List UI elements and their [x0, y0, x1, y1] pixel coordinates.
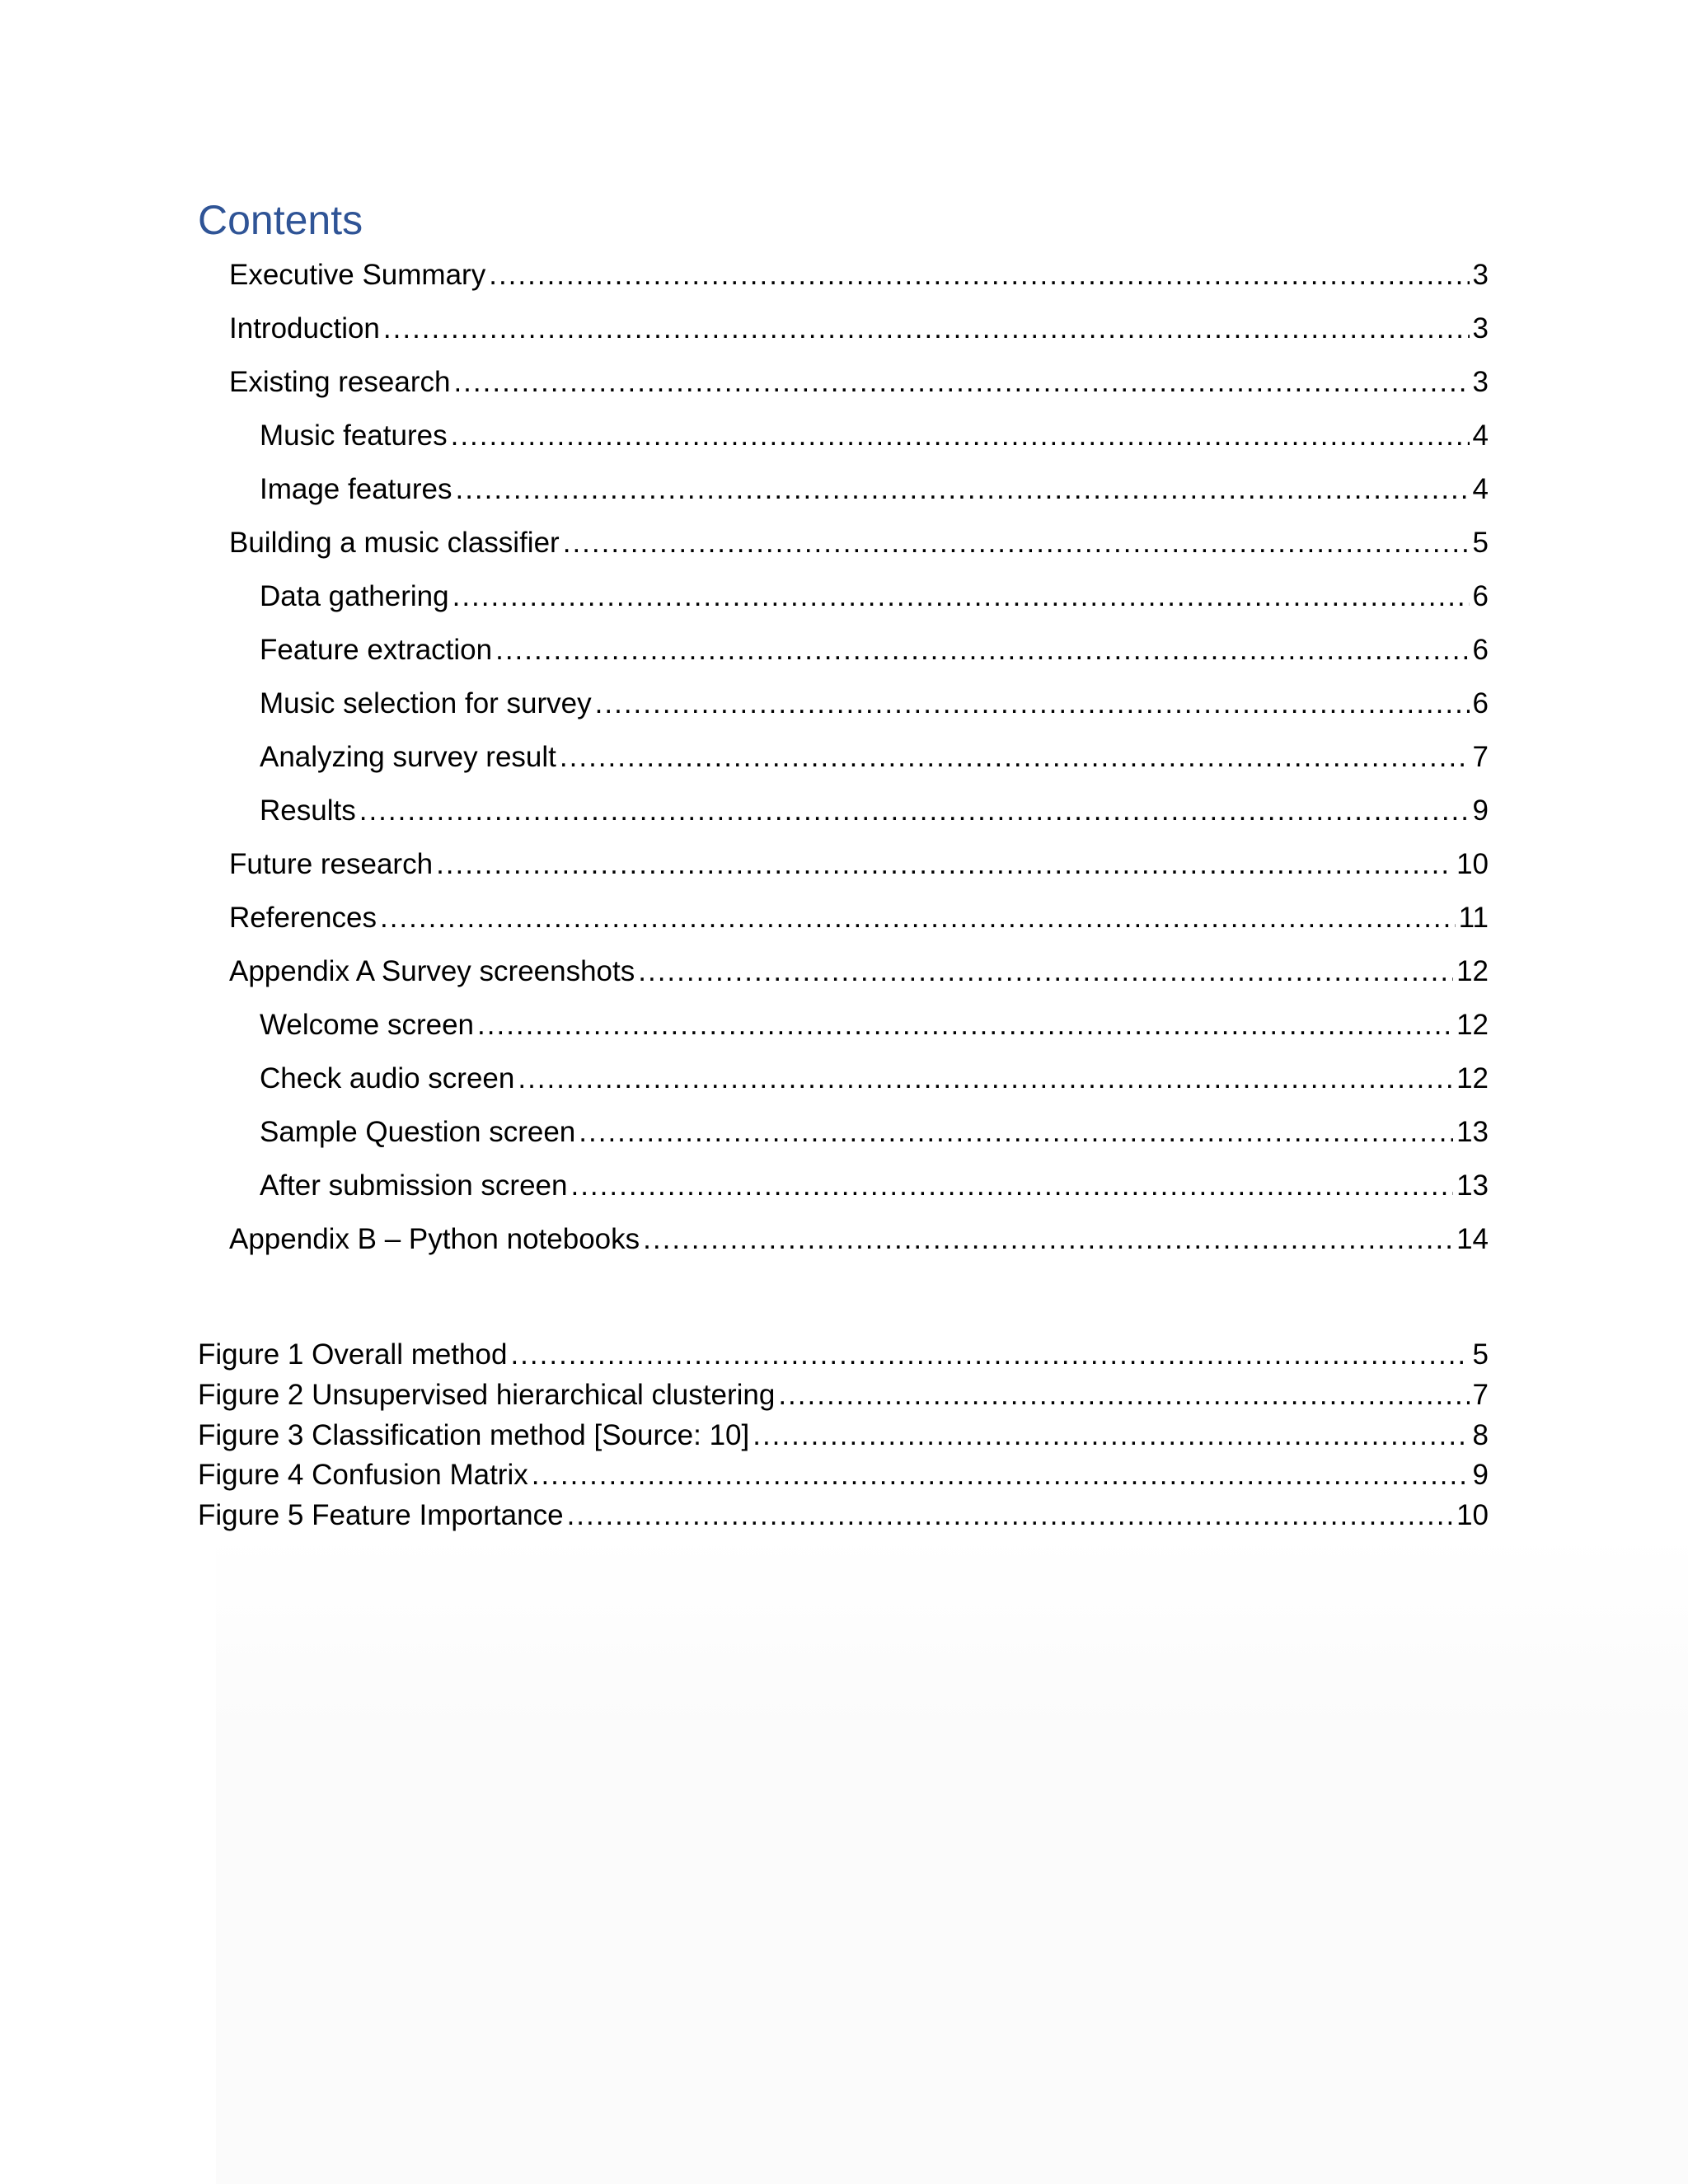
toc-entry-page: 7 — [1472, 741, 1489, 773]
toc-leader-dots — [638, 952, 1453, 991]
toc-entry-page: 13 — [1456, 1169, 1489, 1202]
toc-leader-dots — [477, 1005, 1453, 1045]
toc-leader-dots — [383, 309, 1470, 349]
toc-leader-dots — [753, 1416, 1469, 1455]
toc-entry-page: 3 — [1472, 366, 1489, 398]
toc-entry-page: 3 — [1472, 312, 1489, 344]
toc-entry-title: Results — [260, 794, 356, 827]
toc-entry-title: Music selection for survey — [260, 687, 592, 719]
figure-entry-page: 8 — [1472, 1419, 1489, 1451]
toc-leader-dots — [567, 1496, 1454, 1535]
toc-leader-dots — [579, 1113, 1453, 1152]
toc-entry-title: Image features — [260, 473, 452, 505]
toc-entry-title: References — [229, 902, 377, 934]
toc-entry-page: 11 — [1458, 902, 1489, 934]
toc-entry-check-audio-screen[interactable] — [260, 1059, 1489, 1099]
toc-entry-welcome-screen[interactable] — [260, 1005, 1489, 1045]
toc-leader-dots — [452, 577, 1470, 616]
figure-entry-page: 10 — [1456, 1499, 1489, 1531]
figure-entry-title: Figure 2 Unsupervised hierarchical clustering — [198, 1379, 776, 1411]
toc-leader-dots — [570, 1166, 1453, 1206]
toc-leader-dots — [510, 1335, 1469, 1375]
toc-entry-page: 10 — [1456, 848, 1489, 880]
figure-entry-title: Figure 3 Classification method [Source: 10] — [198, 1419, 750, 1451]
figure-entry-title: Figure 1 Overall method — [198, 1338, 508, 1371]
toc-entry-page: 6 — [1472, 580, 1489, 612]
toc-entry-page: 6 — [1472, 687, 1489, 719]
figure-entry-page: 5 — [1472, 1338, 1489, 1371]
toc-entry-page: 5 — [1472, 527, 1489, 559]
toc-entry-page: 4 — [1472, 419, 1489, 452]
toc-entry-title: Feature extraction — [260, 634, 493, 666]
toc-leader-dots — [495, 630, 1469, 670]
toc-entry-music-selection[interactable] — [260, 684, 1489, 724]
toc-entry-introduction[interactable] — [229, 309, 1489, 349]
toc-entry-page: 4 — [1472, 473, 1489, 505]
toc-leader-dots — [380, 898, 1456, 938]
figure-entry-3[interactable] — [198, 1416, 1489, 1455]
figure-entry-title: Figure 5 Feature Importance — [198, 1499, 564, 1531]
toc-leader-dots — [359, 791, 1470, 831]
figure-entry-page: 7 — [1472, 1379, 1489, 1411]
toc-entry-data-gathering[interactable] — [260, 577, 1489, 616]
toc-leader-dots — [489, 255, 1469, 295]
contents-heading: Contents — [198, 197, 363, 243]
toc-entry-building-classifier[interactable] — [229, 523, 1489, 563]
toc-leader-dots — [532, 1455, 1470, 1495]
toc-leader-dots — [455, 470, 1469, 509]
toc-entry-page: 12 — [1456, 955, 1489, 987]
figure-entry-5[interactable] — [198, 1496, 1489, 1535]
toc-entry-title: Building a music classifier — [229, 527, 560, 559]
toc-entry-title: Executive Summary — [229, 259, 486, 291]
toc-entry-after-submission-screen[interactable] — [260, 1166, 1489, 1206]
toc-entry-title: Music features — [260, 419, 448, 452]
toc-entry-page: 9 — [1472, 794, 1489, 827]
figure-entry-title: Figure 4 Confusion Matrix — [198, 1459, 528, 1491]
toc-entry-title: Check audio screen — [260, 1062, 515, 1094]
toc-entry-title: Sample Question screen — [260, 1116, 576, 1148]
toc-entry-appendix-b[interactable] — [229, 1220, 1489, 1259]
toc-entry-feature-extraction[interactable] — [260, 630, 1489, 670]
figure-entry-1[interactable] — [198, 1335, 1489, 1375]
toc-entry-existing-research[interactable] — [229, 363, 1489, 402]
toc-entry-page: 12 — [1456, 1009, 1489, 1041]
toc-entry-results[interactable] — [260, 791, 1489, 831]
page-shading — [216, 1533, 1688, 2184]
toc-entry-analyzing-survey[interactable] — [260, 738, 1489, 777]
toc-leader-dots — [518, 1059, 1453, 1099]
toc-entry-title: Appendix B – Python notebooks — [229, 1223, 640, 1255]
toc-entry-sample-question-screen[interactable] — [260, 1113, 1489, 1152]
toc-leader-dots — [643, 1220, 1453, 1259]
toc-entry-title: Future research — [229, 848, 434, 880]
toc-entry-page: 3 — [1472, 259, 1489, 291]
toc-entry-image-features[interactable] — [260, 470, 1489, 509]
toc-entry-references[interactable] — [229, 898, 1489, 938]
toc-entry-title: Analyzing survey result — [260, 741, 556, 773]
toc-entry-title: Appendix A Survey screenshots — [229, 955, 635, 987]
toc-entry-title: Introduction — [229, 312, 380, 344]
toc-leader-dots — [595, 684, 1470, 724]
figure-entry-2[interactable] — [198, 1376, 1489, 1415]
figure-entry-page: 9 — [1472, 1459, 1489, 1491]
toc-entry-page: 14 — [1456, 1223, 1489, 1255]
toc-entry-title: Welcome screen — [260, 1009, 475, 1041]
toc-entry-executive-summary[interactable] — [229, 255, 1489, 295]
toc-leader-dots — [563, 523, 1470, 563]
toc-entry-appendix-a[interactable] — [229, 952, 1489, 991]
toc-entry-page: 6 — [1472, 634, 1489, 666]
toc-leader-dots — [436, 845, 1453, 884]
toc-entry-future-research[interactable] — [229, 845, 1489, 884]
toc-entry-page: 12 — [1456, 1062, 1489, 1094]
toc-leader-dots — [451, 416, 1470, 456]
toc-entry-music-features[interactable] — [260, 416, 1489, 456]
toc-leader-dots — [453, 363, 1469, 402]
toc-leader-dots — [778, 1376, 1469, 1415]
figure-entry-4[interactable] — [198, 1455, 1489, 1495]
toc-leader-dots — [560, 738, 1470, 777]
toc-entry-title: Data gathering — [260, 580, 449, 612]
toc-entry-page: 13 — [1456, 1116, 1489, 1148]
toc-entry-title: After submission screen — [260, 1169, 568, 1202]
toc-entry-title: Existing research — [229, 366, 451, 398]
